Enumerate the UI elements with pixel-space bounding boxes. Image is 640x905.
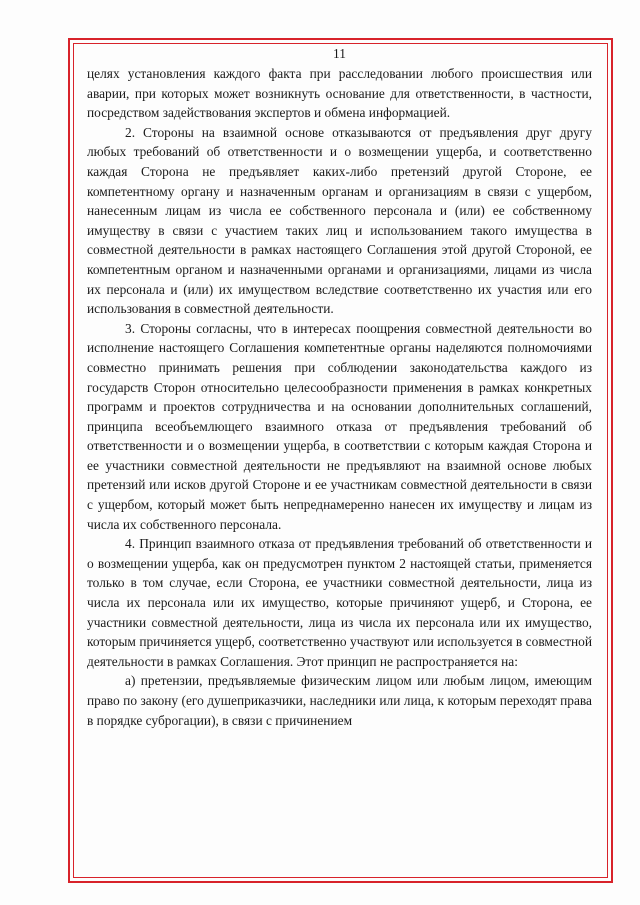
- page-number: 11: [333, 46, 346, 61]
- paragraph-clause-4a: а) претензии, предъявляемые физическим лицом или любым лицом, имеющим право по закону (его душеприказчики, наследники или лица, к которым переходят права в порядке суброгации), в связи с причинением: [87, 673, 592, 728]
- paragraph-clause-4: 4. Принцип взаимного отказа от предъявления требований об ответственности и о возмещении ущерба, как он предусмотрен пунктом 2 настоящей статьи, применяется только в том случае, если Сторона, ее участники совместной деятельности, лица из числа их персонала или их имущество, которые причиняют ущерб, и Сторона, ее участники совместной деятельности, лица из числа их персонала или их имущество, которым причиняется ущерб, соответственно участвуют или используется в совместной деятельности в рамках Соглашения. Этот принцип не распространяется на:: [87, 536, 592, 669]
- paragraph-clause-2: 2. Стороны на взаимной основе отказываются от предъявления друг другу любых требований об ответственности и о возмещении ущерба, и соответственно каждая Сторона не предъявляет каких-либо претензий другой Стороне, ее компетентному органу и назначенным органам и организациям в связи с ущербом, нанесенным лицам из числа ее собственного персонала и (или) ее собственному имуществу в связи с участием таких лиц и использованием такого имущества в совместной деятельности в рамках настоящего Соглашения этой другой Стороной, ее компетентным органом и назначенными органами и организациями, лицами из числа их персонала и (или) их имуществом вследствие соответственно их участия или его использования в совместной деятельности.: [87, 124, 592, 317]
- paragraph-continuation: целях установления каждого факта при расследовании любого происшествия или аварии, при которых может возникнуть основание для ответственности, в частности, посредством задействования экспертов и обмена информацией.: [87, 66, 592, 121]
- paragraph-clause-3: 3. Стороны согласны, что в интересах поощрения совместной деятельности во исполнение настоящего Соглашения компетентные органы наделяются полномочиями совместно принимать решения при соблюдении законодательства каждого из государств Сторон относительно целесообразности применения в рамках конкретных программ и проектов сотрудничества и на основании дополнительных соглашений, принципа всеобъемлющего взаимного отказа от предъявления требований об ответственности и о возмещении ущерба, в соответствии с которым каждая Сторона и ее участники совместной деятельности не предъявляют на взаимной основе любых претензий или исков другой Стороне и ее участникам совместной деятельности в связи с ущербом, который может быть непреднамеренно нанесен их имуществу и лицам из числа их собственного персонала.: [87, 320, 592, 532]
- page-content: [87, 44, 592, 730]
